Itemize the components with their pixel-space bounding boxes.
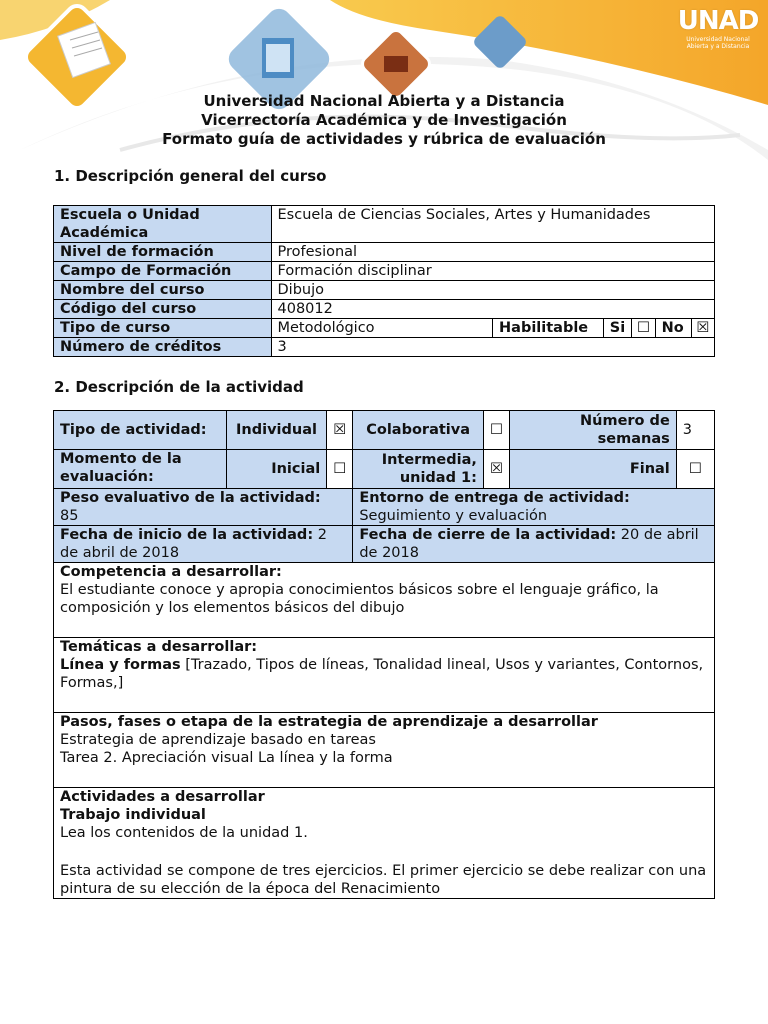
competencia-label: Competencia a desarrollar:	[60, 564, 282, 580]
table-row	[54, 262, 715, 281]
fecha-cierre-cell	[353, 526, 715, 563]
si-checkbox[interactable]: ☐	[632, 319, 655, 338]
table-row	[54, 243, 715, 262]
header-line-1: Universidad Nacional Abierta y a Distancia	[203, 92, 565, 110]
fecha-inicio-value: 2 de abril de 2018	[60, 527, 327, 561]
logo-subtitle-2: Abierta y a Distancia	[686, 43, 750, 50]
row-value: 408012	[271, 300, 715, 319]
inicial-label: Inicial	[226, 450, 326, 489]
peso-cell	[54, 489, 353, 526]
table-row	[54, 319, 715, 338]
tematicas-content	[60, 656, 708, 692]
pasos-label: Pasos, fases o etapa de la estrategia de aprendizaje a desarrollar	[60, 714, 598, 730]
header-line-2: Vicerrectoría Académica y de Investigación	[201, 111, 567, 129]
row-label: Escuela o Unidad Académica	[54, 206, 272, 243]
no-checkbox[interactable]: ☒	[691, 319, 714, 338]
unad-logo	[676, 6, 760, 50]
tematicas-cell	[54, 638, 715, 713]
table-row	[54, 411, 715, 450]
table-row	[54, 713, 715, 788]
table-row	[54, 526, 715, 563]
header-line-3: Formato guía de actividades y rúbrica de evaluación	[162, 130, 606, 148]
actividades-line-2: Esta actividad se compone de tres ejercicios. El primer ejercicio se debe realizar con una pintura de su elección de la época del Renacimiento	[60, 863, 707, 897]
actividades-label: Actividades a desarrollar	[60, 789, 265, 805]
tematicas-text: [Trazado, Tipos de líneas, Tonalidad lineal, Usos y variantes, Contornos, Formas,]	[60, 657, 704, 691]
actividades-line-1: Lea los contenidos de la unidad 1.	[60, 825, 308, 841]
row-value: Dibujo	[271, 281, 715, 300]
habilitable-label: Habilitable	[493, 319, 604, 338]
table-row	[54, 338, 715, 357]
table-row	[54, 563, 715, 638]
fecha-inicio-label: Fecha de inicio de la actividad:	[60, 527, 314, 543]
numero-semanas-value: 3	[676, 411, 714, 450]
document-header	[0, 92, 768, 149]
colaborativa-checkbox[interactable]: ☐	[483, 411, 509, 450]
table-row	[54, 300, 715, 319]
row-value: Formación disciplinar	[271, 262, 715, 281]
peso-label: Peso evaluativo de la actividad:	[60, 490, 321, 506]
trabajo-individual-label: Trabajo individual	[60, 807, 206, 823]
table-row	[54, 450, 715, 489]
course-description-table	[53, 205, 715, 357]
entorno-value: Seguimiento y evaluación	[359, 508, 548, 524]
fecha-cierre-value: 20 de abril de 2018	[359, 527, 699, 561]
competencia-text: El estudiante conoce y apropia conocimientos básicos sobre el lenguaje gráfico, la composición y los elementos básicos del dibujo	[60, 582, 659, 616]
table-row	[54, 281, 715, 300]
tematicas-label: Temáticas a desarrollar:	[60, 639, 258, 655]
competencia-cell	[54, 563, 715, 638]
intermedia-checkbox[interactable]: ☒	[483, 450, 509, 489]
table-row	[54, 206, 715, 243]
logo-subtitle-1: Universidad Nacional	[686, 36, 750, 43]
row-value: 3	[271, 338, 715, 357]
row-label: Nivel de formación	[54, 243, 272, 262]
section-2-title: 2. Descripción de la actividad	[54, 378, 304, 396]
table-row	[54, 489, 715, 526]
logo-mark: UNAD	[677, 6, 759, 36]
fecha-inicio-cell	[54, 526, 353, 563]
individual-checkbox[interactable]: ☒	[327, 411, 353, 450]
numero-semanas-label: Número de semanas	[510, 411, 677, 450]
row-label: Número de créditos	[54, 338, 272, 357]
fecha-cierre-label: Fecha de cierre de la actividad:	[359, 527, 617, 543]
row-label: Campo de Formación	[54, 262, 272, 281]
no-label: No	[655, 319, 691, 338]
pasos-cell	[54, 713, 715, 788]
tipo-actividad-label: Tipo de actividad:	[54, 411, 227, 450]
book-icon	[359, 27, 433, 101]
colaborativa-label: Colaborativa	[353, 411, 484, 450]
activity-description-table	[53, 410, 715, 899]
pasos-line-2: Tarea 2. Apreciación visual La línea y la forma	[60, 750, 393, 766]
momento-label: Momento de la evaluación:	[54, 450, 227, 489]
pasos-line-1: Estrategia de aprendizaje basado en tareas	[60, 732, 376, 748]
intermedia-label: Intermedia, unidad 1:	[353, 450, 484, 489]
row-value: Metodológico	[271, 319, 493, 338]
row-value: Escuela de Ciencias Sociales, Artes y Humanidades	[271, 206, 715, 243]
row-label: Nombre del curso	[54, 281, 272, 300]
table-row	[54, 788, 715, 899]
table-row	[54, 638, 715, 713]
individual-label: Individual	[226, 411, 326, 450]
si-label: Si	[603, 319, 632, 338]
actividades-cell	[54, 788, 715, 899]
final-checkbox[interactable]: ☐	[676, 450, 714, 489]
section-1-title: 1. Descripción general del curso	[54, 167, 327, 185]
inicial-checkbox[interactable]: ☐	[327, 450, 353, 489]
row-value: Profesional	[271, 243, 715, 262]
tematicas-bold: Línea y formas	[60, 657, 181, 673]
final-label: Final	[510, 450, 677, 489]
row-label: Tipo de curso	[54, 319, 272, 338]
entorno-cell	[353, 489, 715, 526]
row-label: Código del curso	[54, 300, 272, 319]
entorno-label: Entorno de entrega de actividad:	[359, 490, 630, 506]
peso-value: 85	[60, 508, 79, 524]
